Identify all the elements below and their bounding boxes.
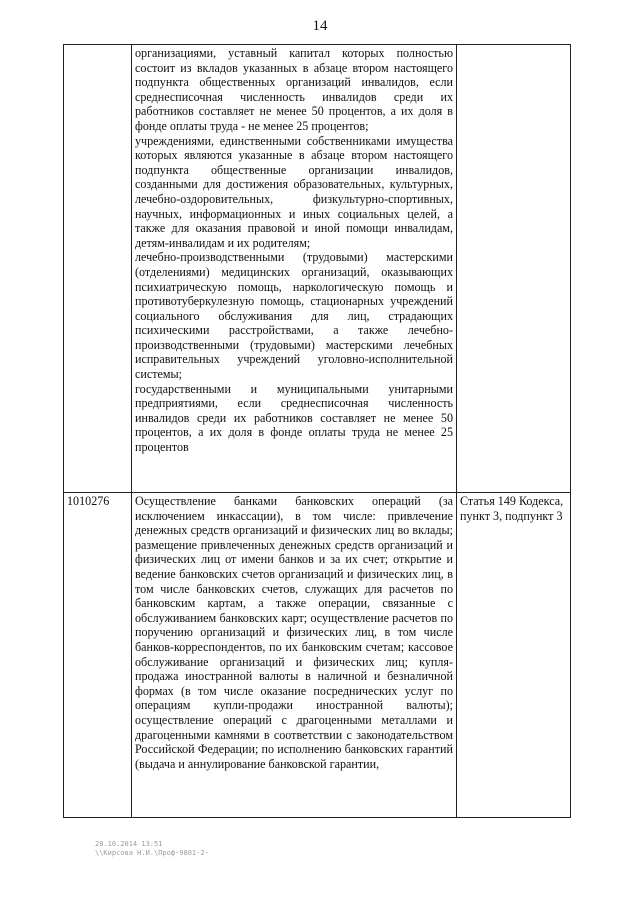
description-paragraph: учреждениями, единственными собственниками имущества которых являются указанные в абзаце втором настоящего подпункта общественные организации инвалидов, созданными для достижения образовательных, культурных, лечебно-оздоровительных, физкультурно-спортивных, научных, информационных и иных социальных целей, а также для оказания правовой и иной помощи инвалидам, детям-инвалидам и их родителям;: [135, 133, 453, 250]
code-cell: 1010276: [64, 493, 132, 818]
reference-cell: [457, 45, 571, 493]
page-number: 14: [312, 18, 328, 34]
print-stamp: [95, 840, 209, 858]
print-stamp-date: 28.10.2014 13:51: [95, 840, 163, 848]
description-paragraph: государственными и муниципальными унитарными предприятиями, если среднесписочная численность инвалидов среди их работников составляет не менее 50 процентов, а их доля в фонде оплаты труда не менее 25 процентов: [135, 381, 453, 455]
table-row: [64, 493, 571, 818]
code-cell: [64, 45, 132, 493]
document-table: [63, 44, 571, 818]
description-paragraph: Осуществление банками банковских операций (за исключением инкассации), в том числе: привлечение денежных средств организаций и физических лиц во вклады; размещение привлеченных денежных средств организаций и физических лиц от имени банков и за их счет; открытие и ведение банковских счетов организаций и физических лиц, в том числе банковских счетов, служащих для расчетов по банковским картам, а также операции, связанные с обслуживанием банковских карт; осуществление расчетов по поручению организаций и физических лиц, в том числе банков-корреспондентов, по их банковским счетам; кассовое обслуживание организаций и физических лиц; купля-продажа иностранной валюты в наличной и безналичной формах (в том числе оказание посреднических услуг по операциям купли-продажи иностранной валюты); осуществление операций с драгоценными металлами и драгоценными камнями в соответствии с законодательством Российской Федерации; по исполнению банковских гарантий (выдача и аннулирование банковской гарантии,: [135, 494, 453, 771]
description-cell: [132, 493, 457, 818]
description-paragraph: организациями, уставный капитал которых полностью состоит из вкладов указанных в абзаце втором настоящего подпункта общественных организаций инвалидов, если среднесписочная численность инвалидов среди их работников составляет не менее 50 процентов, а их доля в фонде оплаты труда - не менее 25 процентов;: [135, 46, 453, 133]
print-stamp-path: \\Кирсова Н.И.\Проф-9801-2-: [95, 849, 209, 857]
description-cell: [132, 45, 457, 493]
table-row: [64, 45, 571, 493]
description-paragraph: лечебно-производственными (трудовыми) мастерскими (отделениями) медицинских организаций, оказывающих психиатрическую помощь, наркологическую помощь и противотуберкулезную помощь, стационарных учреждений социального обслуживания для лиц, страдающих психическими расстройствами, а также лечебно-производственными (трудовыми) мастерскими лечебных исправительных учреждений уголовно-исполнительной системы;: [135, 250, 453, 382]
reference-cell: Статья 149 Кодекса, пункт 3, подпункт 3: [457, 493, 571, 818]
